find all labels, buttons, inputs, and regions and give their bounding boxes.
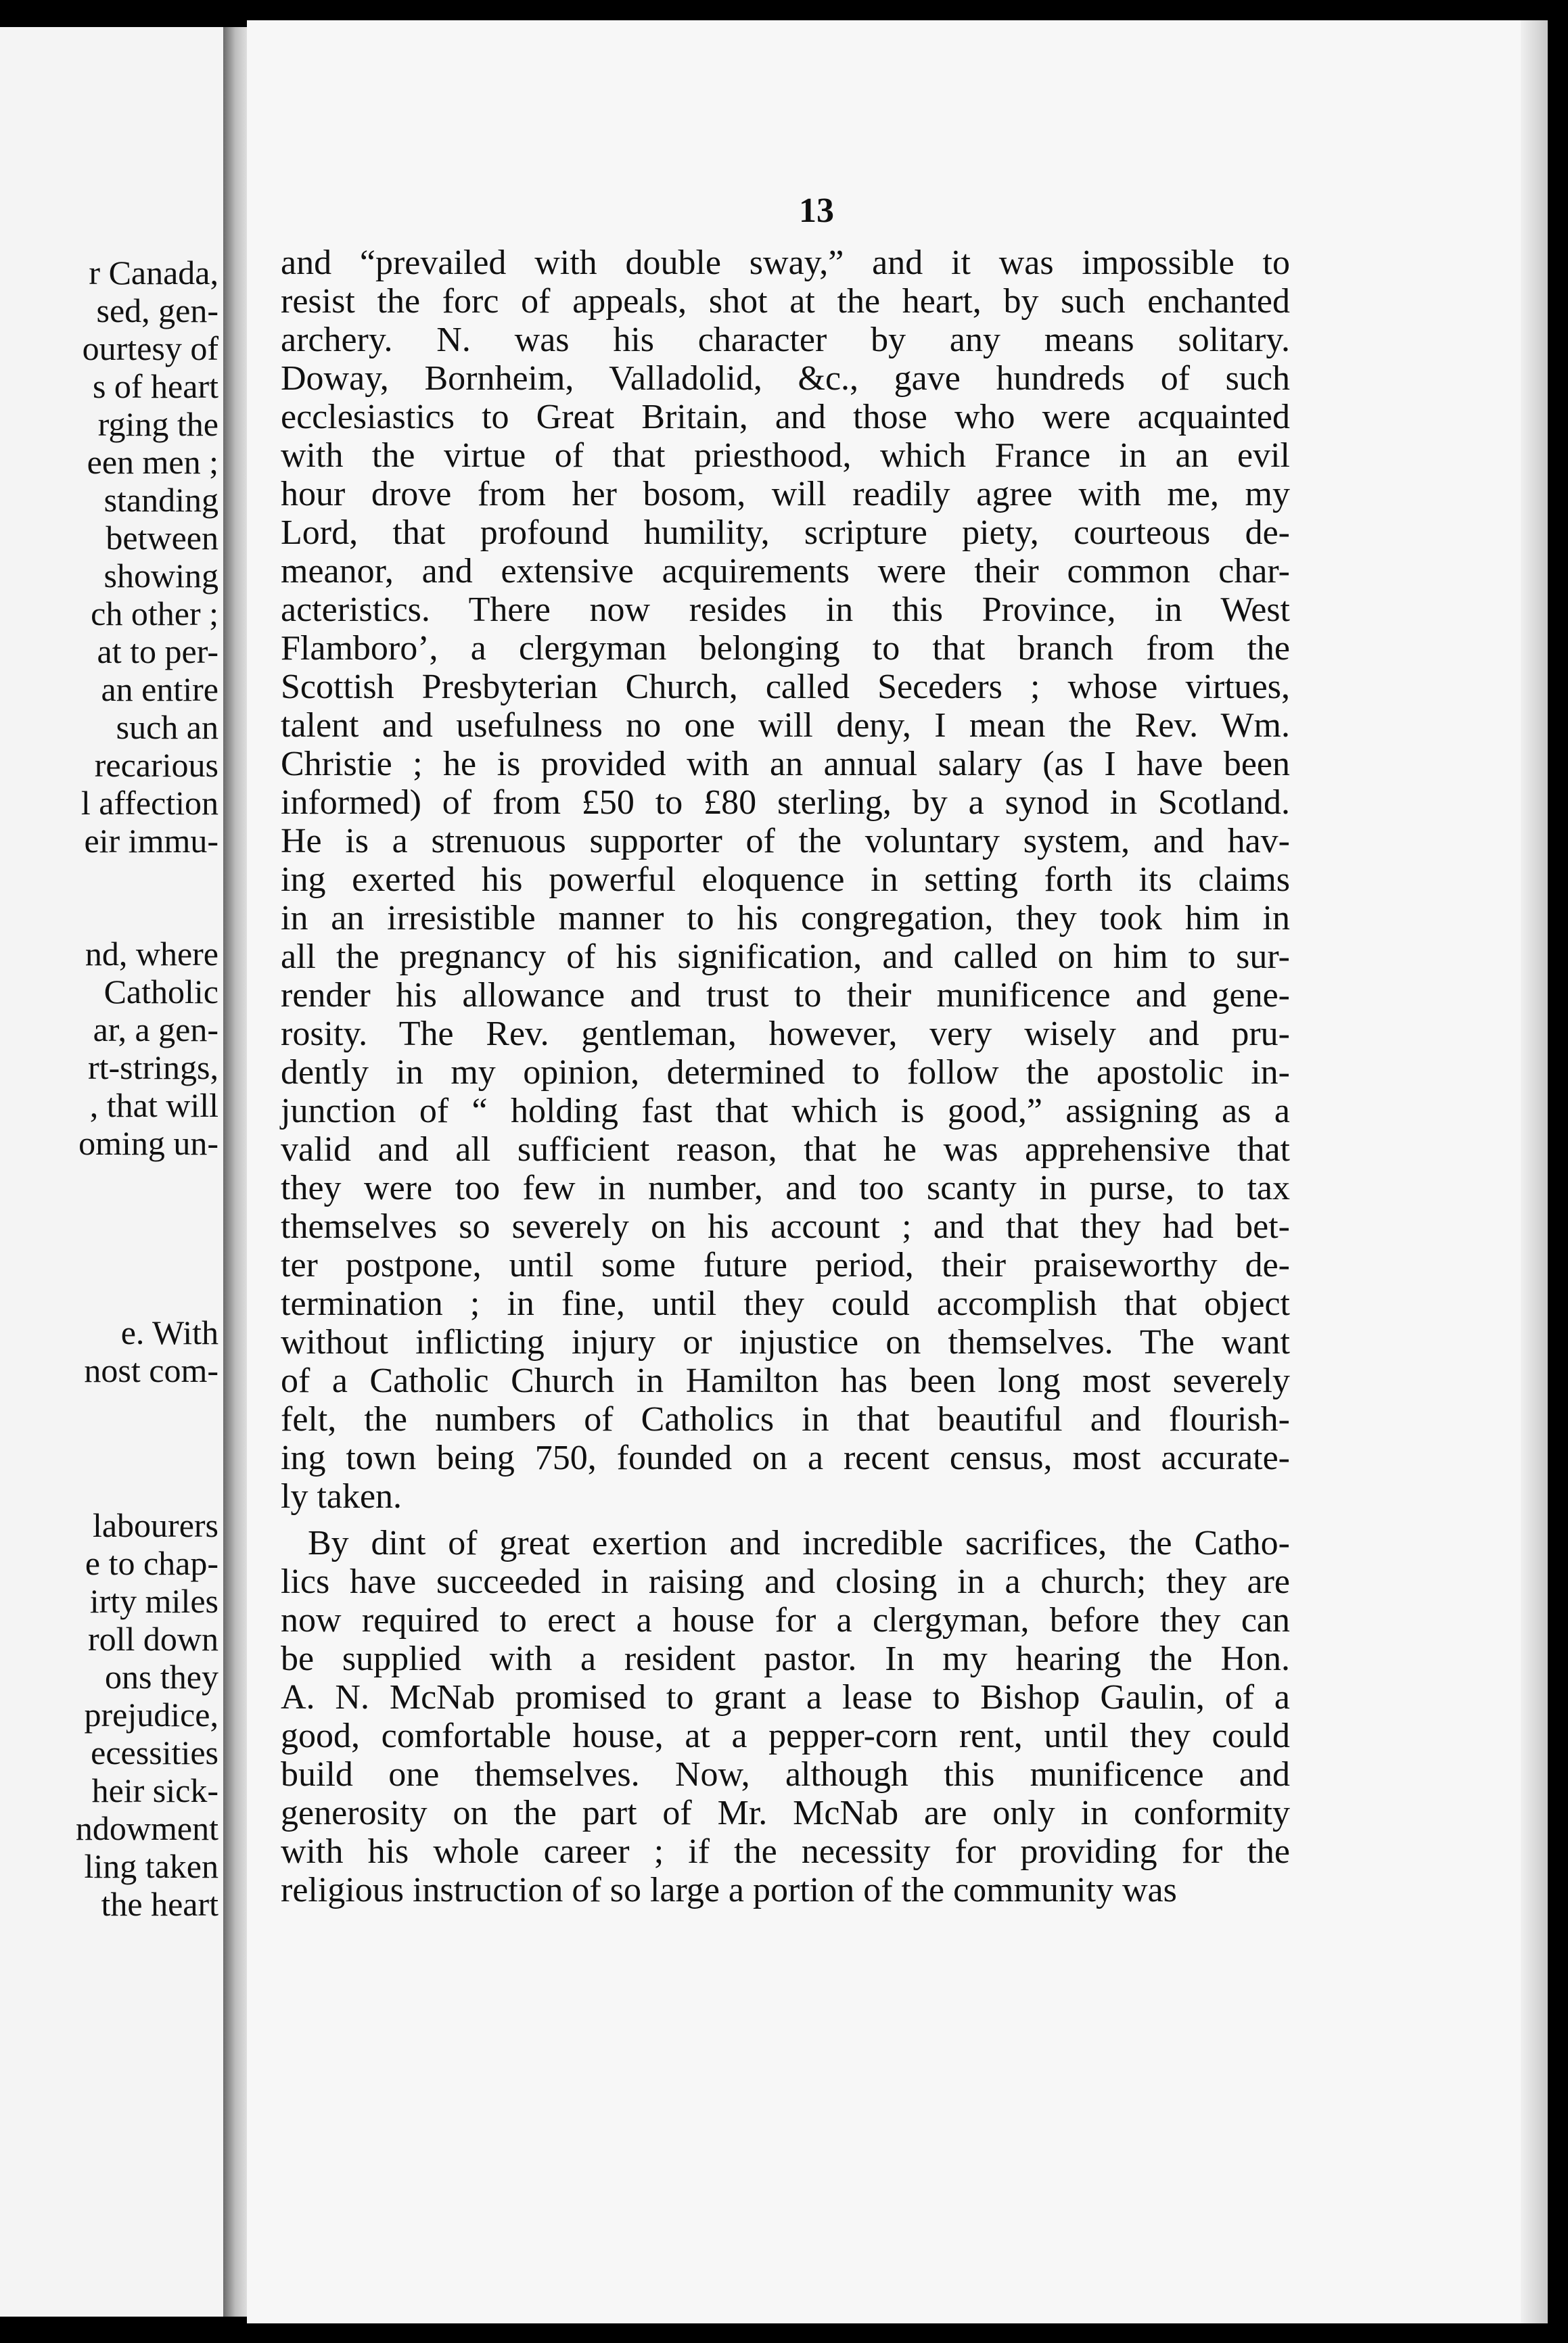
text-line: rosity. The Rev. gentleman, however, very wisely and pru-: [281, 1015, 1290, 1053]
facing-page-fragment: showing: [103, 557, 218, 595]
text-line: now required to erect a house for a clergyman, before they can: [281, 1601, 1290, 1640]
text-line: ing exerted his powerful eloquence in setting forth its claims: [281, 860, 1290, 899]
text-line: all the pregnancy of his signification, and called on him to sur-: [281, 937, 1290, 976]
text-line: they were too few in number, and too scanty in purse, to tax: [281, 1169, 1290, 1207]
facing-page-fragment: standing: [103, 481, 218, 519]
text-line: junction of “ holding fast that which is good,” assigning as a: [281, 1092, 1290, 1130]
facing-page-fragment: s of heart: [92, 367, 218, 405]
text-line: of a Catholic Church in Hamilton has been long most severely: [281, 1362, 1290, 1400]
text-line: build one themselves. Now, although this munificence and: [281, 1755, 1290, 1794]
text-line: Christie ; he is provided with an annual salary (as I have been: [281, 745, 1290, 783]
facing-page-fragment: rt-strings,: [87, 1048, 218, 1086]
text-line: ecclesiastics to Great Britain, and those who were acquainted: [281, 398, 1290, 436]
book-gutter: [223, 27, 250, 2317]
facing-page-fragment: rging the: [97, 405, 218, 443]
facing-page-fragment: nd, where: [85, 935, 218, 973]
facing-page-fragment: the heart: [101, 1885, 218, 1923]
book-page: [247, 20, 1548, 2323]
facing-page-fragment: ecessities: [91, 1734, 218, 1771]
text-line: Doway, Bornheim, Valladolid, &c., gave hundreds of such: [281, 359, 1290, 398]
facing-page-fragment: heir sick-: [91, 1771, 218, 1809]
facing-page-fragment: labourers: [92, 1506, 218, 1544]
text-line: without inflicting injury or injustice on themselves. The want: [281, 1323, 1290, 1362]
text-line: archery. N. was his character by any means solitary.: [281, 321, 1290, 359]
text-line: in an irresistible manner to his congregation, they took him in: [281, 899, 1290, 937]
facing-page-fragment: e to chap-: [85, 1544, 218, 1582]
text-line: dently in my opinion, determined to follow the apostolic in-: [281, 1053, 1290, 1092]
facing-page-fragment: ourtesy of: [82, 329, 218, 367]
facing-page-fragment: eir immu-: [84, 822, 218, 860]
text-line: ly taken.: [281, 1477, 402, 1516]
page-number: 13: [799, 191, 834, 230]
text-line: with his whole career ; if the necessity for providing for the: [281, 1832, 1290, 1871]
body-text: [281, 243, 1290, 1909]
facing-page-fragment: Catholic: [103, 973, 218, 1011]
facing-page-fragment: such an: [116, 708, 218, 746]
paragraph-gap: [281, 1516, 1290, 1524]
facing-page-fragment: e. With: [120, 1314, 218, 1351]
facing-page-fragment: ons they: [104, 1658, 218, 1696]
text-line: hour drove from her bosom, will readily agree with me, my: [281, 475, 1290, 513]
facing-page-fragment: nost com-: [84, 1351, 218, 1389]
facing-page-fragment: oming un-: [78, 1124, 218, 1162]
text-line: and “prevailed with double sway,” and it was impossible to: [281, 243, 1290, 282]
left-page-edge: [0, 27, 233, 2317]
facing-page-fragment: recarious: [94, 746, 218, 784]
text-line: felt, the numbers of Catholics in that beautiful and flourish-: [281, 1400, 1290, 1439]
facing-page-fragment: an entire: [101, 670, 218, 708]
text-line: be supplied with a resident pastor. In my hearing the Hon.: [281, 1640, 1290, 1678]
facing-page-fragment: irty miles: [89, 1582, 218, 1620]
facing-page-fragment: sed, gen-: [96, 292, 218, 329]
text-line: valid and all sufficient reason, that he was apprehensive that: [281, 1130, 1290, 1169]
text-line: He is a strenuous supporter of the voluntary system, and hav-: [281, 822, 1290, 860]
text-line: generosity on the part of Mr. McNab are only in conformity: [281, 1794, 1290, 1832]
facing-page-fragment: ar, a gen-: [93, 1011, 218, 1048]
text-line: with the virtue of that priesthood, which France in an evil: [281, 436, 1290, 475]
facing-page-fragment: , that will: [89, 1086, 218, 1124]
text-line: informed) of from £50 to £80 sterling, by a synod in Scotland.: [281, 783, 1290, 822]
text-line: A. N. McNab promised to grant a lease to Bishop Gaulin, of a: [281, 1678, 1290, 1717]
text-line: themselves so severely on his account ; and that they had bet-: [281, 1207, 1290, 1246]
facing-page-fragment: prejudice,: [84, 1696, 218, 1734]
text-line: meanor, and extensive acquirements were their common char-: [281, 552, 1290, 590]
text-line: ing town being 750, founded on a recent census, most accurate-: [281, 1439, 1290, 1477]
text-line: termination ; in fine, until they could accomplish that object: [281, 1284, 1290, 1323]
facing-page-fragment: l affection: [80, 784, 218, 822]
facing-page-fragment: ch other ;: [91, 595, 218, 632]
facing-page-fragment: r Canada,: [89, 254, 218, 292]
text-line: render his allowance and trust to their munificence and gene-: [281, 976, 1290, 1015]
facing-page-fragment: between: [106, 519, 218, 557]
facing-page-fragment: ling taken: [84, 1847, 218, 1885]
facing-page-fragment: ndowment: [75, 1809, 218, 1847]
facing-page-fragment: roll down: [87, 1620, 218, 1658]
text-line: lics have succeeded in raising and closing in a church; they are: [281, 1562, 1290, 1601]
text-line: religious instruction of so large a portion of the community was: [281, 1871, 1177, 1909]
text-line: By dint of great exertion and incredible sacrifices, the Catho-: [308, 1524, 1290, 1562]
text-line: good, comfortable house, at a pepper-corn rent, until they could: [281, 1717, 1290, 1755]
text-line: acteristics. There now resides in this Province, in West: [281, 590, 1290, 629]
text-line: talent and usefulness no one will deny, I mean the Rev. Wm.: [281, 706, 1290, 745]
text-line: Scottish Presbyterian Church, called Seceders ; whose virtues,: [281, 668, 1290, 706]
text-line: Lord, that profound humility, scripture piety, courteous de-: [281, 513, 1290, 552]
text-line: Flamboro’, a clergyman belonging to that branch from the: [281, 629, 1290, 668]
text-line: ter postpone, until some future period, their praiseworthy de-: [281, 1246, 1290, 1284]
page-edge-shadow: [1521, 20, 1548, 2323]
text-line: resist the forc of appeals, shot at the heart, by such enchanted: [281, 282, 1290, 321]
facing-page-fragment: een men ;: [87, 443, 218, 481]
facing-page-fragment: at to per-: [97, 632, 218, 670]
